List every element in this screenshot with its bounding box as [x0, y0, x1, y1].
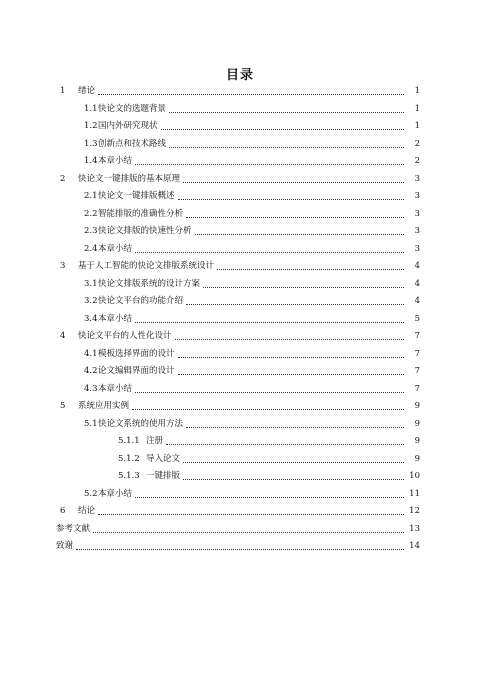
toc-dot-leader	[203, 287, 404, 288]
toc-entry-title: 论文编辑界面的设计	[98, 366, 175, 376]
toc-entry-page: 13	[409, 523, 420, 534]
toc-entry[interactable]	[0, 207, 480, 221]
toc-entry-title: 国内外研究现状	[98, 121, 158, 131]
toc-entry-title: 模板选择界面的设计	[98, 348, 175, 359]
toc-entry[interactable]	[0, 294, 480, 308]
toc-entry-number: 3.4	[84, 313, 98, 324]
toc-dot-leader	[169, 112, 404, 113]
toc-dot-leader	[98, 514, 404, 515]
toc-entry-number: 2.1	[84, 191, 98, 201]
toc-entry[interactable]	[0, 382, 480, 396]
toc-entry-page: 3	[414, 226, 420, 236]
toc-entry-page: 11	[409, 488, 420, 499]
toc-entry-number: 1.3	[84, 138, 98, 149]
toc-entry-page: 9	[414, 401, 420, 411]
toc-entry-title: 快论文一键排版的基本原理	[78, 173, 181, 184]
toc-entry-number: 4.1	[84, 348, 98, 359]
toc-dot-leader	[186, 304, 404, 305]
toc-dot-leader	[135, 392, 404, 393]
toc-entry-title: 快论文平台的人性化设计	[78, 331, 172, 341]
toc-entry-number: 2	[60, 173, 66, 184]
toc-entry-page: 1	[414, 86, 420, 96]
toc-entry-title: 一键排版	[146, 471, 181, 481]
toc-entry[interactable]	[0, 522, 480, 536]
toc-dot-leader	[135, 252, 404, 253]
toc-entry[interactable]	[0, 102, 480, 116]
toc-entry-page: 14	[409, 541, 420, 551]
toc-entry-page: 3	[414, 208, 420, 219]
toc-entry[interactable]	[0, 312, 480, 326]
toc-dot-leader	[183, 182, 404, 183]
toc-dot-leader	[186, 427, 404, 428]
toc-entry[interactable]	[0, 259, 480, 273]
toc-entry-title: 系统应用实例	[78, 401, 130, 411]
toc-entry[interactable]	[0, 119, 480, 133]
toc-entry-page: 9	[414, 453, 420, 464]
toc-entry-number: 3	[60, 261, 66, 271]
toc-dot-leader	[178, 199, 404, 200]
toc-entry-page: 2	[414, 156, 420, 166]
toc-entry[interactable]	[0, 329, 480, 343]
toc-entry-page: 5	[414, 313, 420, 324]
toc-entry-title: 结论	[78, 506, 96, 516]
toc-entry-page: 9	[414, 436, 420, 446]
toc-entry-number: 6	[60, 506, 66, 516]
toc-entry[interactable]	[0, 224, 480, 238]
toc-entry-number: 3.2	[84, 296, 98, 306]
toc-entry-title: 本章小结	[98, 488, 133, 499]
toc-dot-leader	[93, 532, 404, 533]
toc-entry-title: 本章小结	[98, 383, 133, 394]
toc-entry-page: 7	[414, 331, 420, 341]
toc-entry[interactable]	[0, 399, 480, 413]
toc-entry-page: 1	[414, 121, 420, 131]
toc-entry-title: 本章小结	[98, 156, 133, 166]
toc-entry[interactable]	[0, 242, 480, 256]
toc-dot-leader	[195, 234, 404, 235]
toc-entry-title: 导入论文	[146, 453, 181, 464]
toc-dot-leader	[135, 322, 404, 323]
toc-entry-number: 5.1.1	[118, 436, 140, 446]
toc-entry-page: 3	[414, 243, 420, 254]
toc-entry-page: 4	[414, 296, 420, 306]
toc-dot-leader	[178, 357, 404, 358]
toc-dot-leader	[161, 129, 404, 130]
toc-entry-title: 本章小结	[98, 243, 133, 254]
toc-entry-number: 3.1	[84, 278, 98, 289]
toc-entry-title: 快论文排版系统的设计方案	[98, 278, 201, 289]
toc-dot-leader	[186, 217, 404, 218]
toc-dot-leader	[166, 444, 404, 445]
toc-entry-number: 1.1	[84, 103, 98, 114]
toc-entry-page: 2	[414, 138, 420, 149]
toc-dot-leader	[183, 479, 404, 480]
toc-entry-page: 3	[414, 191, 420, 201]
toc-dot-leader	[169, 147, 404, 148]
toc-entry[interactable]	[0, 277, 480, 291]
toc-entry-title: 本章小结	[98, 313, 133, 324]
toc-entry-number: 2.4	[84, 243, 98, 254]
toc-entry[interactable]	[0, 189, 480, 203]
toc-entry-title: 智能排版的准确性分析	[98, 208, 184, 219]
toc-entry-number: 5.1.3	[118, 471, 140, 481]
toc-entry[interactable]	[0, 417, 480, 431]
toc-entry-number: 1.2	[84, 121, 98, 131]
toc-entry[interactable]	[0, 172, 480, 186]
toc-entry[interactable]	[0, 137, 480, 151]
toc-entry-page: 7	[414, 366, 420, 376]
toc-entry-number: 5.1	[84, 418, 98, 429]
toc-dot-leader	[98, 94, 404, 95]
page-title: 目录	[225, 68, 254, 83]
toc-entry-number: 2.3	[84, 226, 98, 236]
toc-entry-title: 快论文平台的功能介绍	[98, 296, 184, 306]
toc-entry-page: 1	[414, 103, 420, 114]
toc-dot-leader	[217, 269, 404, 270]
toc-entry-number: 1	[60, 86, 66, 96]
toc-dot-leader	[135, 497, 404, 498]
toc-entry-number: 5	[60, 401, 66, 411]
toc-entry-page: 9	[414, 418, 420, 429]
toc-entry-number: 5.1.2	[118, 453, 140, 464]
toc-entry-title: 基于人工智能的快论文排版系统设计	[78, 261, 215, 271]
toc-entry-title: 快论文系统的使用方法	[98, 418, 184, 429]
toc-entry-number: 4.2	[84, 366, 98, 376]
toc-entry-number: 1.4	[84, 156, 98, 166]
toc-entry-title: 致谢	[56, 541, 74, 551]
toc-entry[interactable]	[0, 347, 480, 361]
toc-entry-title: 快论文的选题背景	[98, 103, 167, 114]
toc-entry-page: 10	[409, 471, 420, 481]
toc-entry-page: 4	[414, 278, 420, 289]
toc-entry-number: 2.2	[84, 208, 98, 219]
toc-dot-leader	[183, 462, 404, 463]
toc-entry-page: 4	[414, 261, 420, 271]
toc-dot-leader	[175, 339, 404, 340]
toc-entry-page: 12	[409, 506, 420, 516]
toc-entry-title: 绪论	[78, 86, 96, 96]
toc-entry-title: 参考文献	[56, 523, 91, 534]
toc-entry[interactable]	[0, 452, 480, 466]
toc-entry-number: 5.2	[84, 488, 98, 499]
toc-entry-title: 创新点和技术路线	[98, 138, 167, 149]
table-of-contents	[0, 84, 480, 551]
toc-entry[interactable]	[0, 487, 480, 501]
toc-dot-leader	[132, 409, 404, 410]
toc-dot-leader	[178, 374, 404, 375]
toc-entry[interactable]	[0, 84, 480, 98]
toc-dot-leader	[76, 549, 404, 550]
toc-entry-number: 4	[60, 331, 66, 341]
toc-entry[interactable]	[0, 504, 480, 518]
toc-dot-leader	[135, 164, 404, 165]
toc-entry[interactable]	[0, 364, 480, 378]
toc-entry-page: 7	[414, 383, 420, 394]
toc-entry-page: 3	[414, 173, 420, 184]
toc-entry-title: 快论文排版的快速性分析	[98, 226, 192, 236]
toc-entry[interactable]	[0, 154, 480, 168]
toc-entry-title: 快论文一键排版概述	[98, 191, 175, 201]
toc-entry[interactable]	[0, 539, 480, 553]
toc-entry-title: 注册	[146, 436, 164, 446]
toc-entry[interactable]	[0, 469, 480, 483]
toc-entry-number: 4.3	[84, 383, 98, 394]
toc-entry[interactable]	[0, 434, 480, 448]
toc-entry-page: 7	[414, 348, 420, 359]
